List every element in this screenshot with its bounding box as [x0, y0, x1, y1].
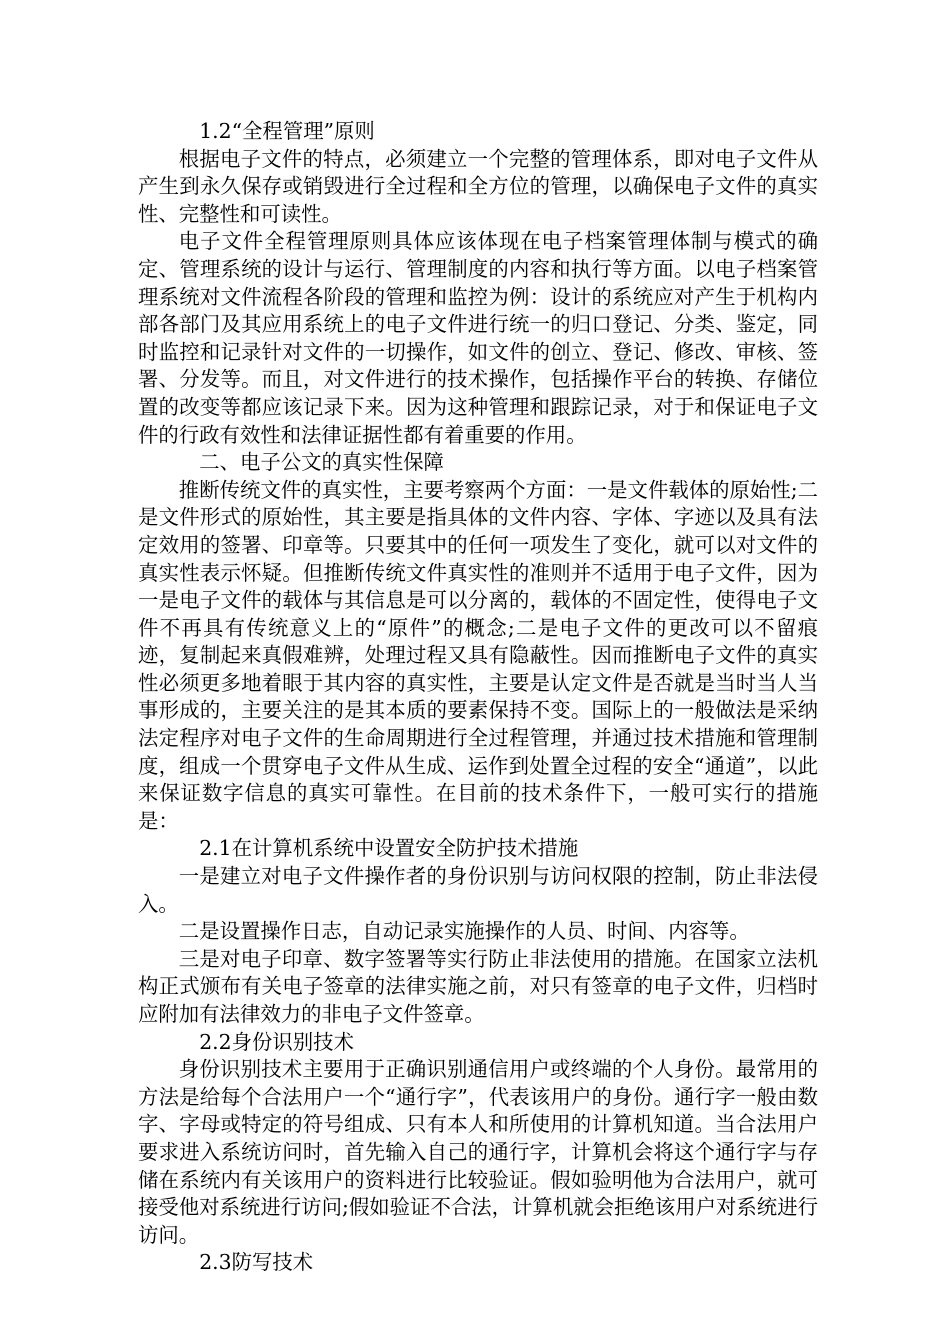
paragraph: 二是设置操作日志，自动记录实施操作的人员、时间、内容等。 [178, 919, 750, 944]
paragraph: 推断传统文件的真实性，主要考察两个方面：一是文件载体的原始性;二是文件形式的原始性，其主要是指具体的文件内容、字体、字迹以及具有法定效用的签署、印章等。只要其中的任何一项发生了变化，就可以对文件的真实性表示怀疑。但推断传统文件真实性的准则并不适用于电子文件，因为一是电子文件的载体与其信息是可以分离的，载体的不固定性，使得电子文件不再具有传统意义上的“原件”的概念;二是电子文件的更改可以不留痕迹，复制起来真假难辨，处理过程又具有隐蔽性。因而推断电子文件的真实性必须更多地着眼于其内容的真实性，主要是认定文件是否就是当时当人当事形成的，主要关注的是其本质的要素保持不变。国际上的一般做法是采纳法定程序对电子文件的生命周期进行全过程管理，并通过技术措施和管理制度，组成一个贯穿电子文件从生成、运作到处置全过程的安全“通道”，以此来保证数字信息的真实可靠性。在目前的技术条件下，一般可实行的措施是： [138, 477, 818, 833]
section-heading-2-2: 2.2身份识别技术 [199, 1029, 354, 1054]
section-heading-2-3: 2.3防写技术 [199, 1250, 314, 1275]
section-heading-1-2: 1.2“全程管理”原则 [199, 119, 375, 143]
paragraph: 一是建立对电子文件操作者的身份识别与访问权限的控制，防止非法侵入。 [138, 864, 818, 916]
document-body [138, 118, 818, 1277]
section-heading-2-1: 2.1在计算机系统中设置安全防护技术措施 [199, 836, 579, 861]
section-heading-2: 二、电子公文的真实性保障 [199, 450, 444, 475]
paragraph: 三是对电子印章、数字签署等实行防止非法使用的措施。在国家立法机构正式颁布有关电子签章的法律实施之前，对只有签章的电子文件，归档时应附加有法律效力的非电子文件签章。 [138, 946, 818, 1026]
paragraph: 身份识别技术主要用于正确识别通信用户或终端的个人身份。最常用的方法是给每个合法用户一个“通行字”，代表该用户的身份。通行字一般由数字、字母或特定的符号组成、只有本人和所使用的计算机知道。当合法用户要求进入系统访问时，首先输入自己的通行字，计算机会将这个通行字与存储在系统内有关该用户的资料进行比较验证。假如验明他为合法用户，就可接受他对系统进行访问;假如验证不合法，计算机就会拒绝该用户对系统进行访问。 [138, 1057, 818, 1247]
paragraph: 电子文件全程管理原则具体应该体现在电子档案管理体制与模式的确定、管理系统的设计与运行、管理制度的内容和执行等方面。以电子档案管理系统对文件流程各阶段的管理和监控为例：设计的系统应对产生于机构内部各部门及其应用系统上的电子文件进行统一的归口登记、分类、鉴定，同时监控和记录针对文件的一切操作，如文件的创立、登记、修改、审核、签署、分发等。而且，对文件进行的技术操作，包括操作平台的转换、存储位置的改变等都应该记录下来。因为这种管理和跟踪记录，对于和保证电子文件的行政有效性和法律证据性都有着重要的作用。 [138, 229, 818, 447]
paragraph: 根据电子文件的特点，必须建立一个完整的管理体系，即对电子文件从产生到永久保存或销毁进行全过程和全方位的管理，以确保电子文件的真实性、完整性和可读性。 [138, 146, 818, 226]
